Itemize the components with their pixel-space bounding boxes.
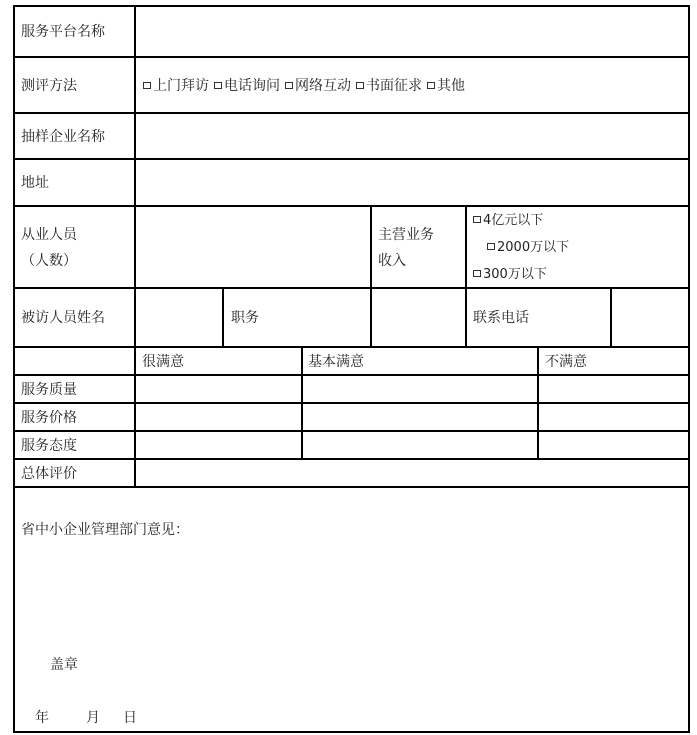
employees-label-unit: （人数） [21,253,77,269]
phone-label: 联系电话 [473,310,529,326]
rating-col-very-satisfied: 很满意 [142,354,184,370]
checkbox-icon[interactable] [356,82,364,89]
sampled-enterprise-field[interactable] [136,114,688,158]
rating-row-attitude: 服务态度 [21,438,77,454]
employees-field[interactable] [136,207,370,287]
revenue-label-2: 收入 [378,253,406,269]
rating-col-unsatisfied: 不满意 [545,354,587,370]
employees-label: 从业人员 [21,227,77,243]
date-day-label: 日 [123,710,137,726]
interviewee-name-label: 被访人员姓名 [21,310,105,326]
position-label: 职务 [231,310,259,326]
revenue-option-3m[interactable]: 300万以下 [473,267,547,283]
row-divider [13,287,690,289]
revenue-option-400m[interactable]: 4亿元以下 [473,213,543,229]
platform-name-field[interactable] [136,7,688,56]
sampled-enterprise-label: 抽样企业名称 [21,129,105,145]
rating-cell[interactable] [539,376,688,402]
phone-field[interactable] [612,289,688,346]
platform-name-label: 服务平台名称 [21,24,105,40]
revenue-label: 主营业务 [378,227,434,243]
border [13,731,690,733]
checkbox-icon[interactable] [473,216,481,223]
rating-row-quality: 服务质量 [21,382,77,398]
rating-col-basically-satisfied: 基本满意 [308,354,364,370]
border [688,5,690,733]
position-field[interactable] [372,289,465,346]
seal-label: 盖章 [50,657,78,673]
rating-cell[interactable] [539,404,688,430]
checkbox-icon[interactable] [487,243,495,250]
address-label: 地址 [21,175,49,191]
rating-row-price: 服务价格 [21,410,77,426]
rating-cell[interactable] [303,432,537,458]
overall-evaluation-field[interactable] [136,460,688,486]
checkbox-icon[interactable] [427,82,435,89]
date-month-label: 月 [86,710,100,726]
address-field[interactable] [136,160,688,205]
method-option-online[interactable]: 网络互动 [285,78,351,94]
rating-cell[interactable] [539,432,688,458]
col-divider [465,205,467,347]
rating-cell[interactable] [303,376,537,402]
method-option-visit[interactable]: 上门拜访 [143,78,209,94]
date-year-label: 年 [35,710,49,726]
evaluation-method-options [143,78,470,94]
rating-cell[interactable] [136,432,301,458]
checkbox-icon[interactable] [214,82,222,89]
method-option-other[interactable]: 其他 [427,78,465,94]
method-option-written[interactable]: 书面征求 [356,78,422,94]
rating-cell[interactable] [136,404,301,430]
evaluation-method-label: 测评方法 [21,78,77,94]
revenue-option-20m[interactable]: 2000万以下 [487,240,569,256]
row-divider [13,56,690,58]
opinion-label: 省中小企业管理部门意见： [21,522,189,538]
col-divider [222,287,224,347]
method-option-phone[interactable]: 电话询问 [214,78,280,94]
interviewee-name-field[interactable] [136,289,222,346]
checkbox-icon[interactable] [143,82,151,89]
overall-evaluation-label: 总体评价 [21,466,77,482]
checkbox-icon[interactable] [285,82,293,89]
row-divider [13,346,690,348]
rating-cell[interactable] [303,404,537,430]
rating-cell[interactable] [136,376,301,402]
checkbox-icon[interactable] [473,270,481,277]
